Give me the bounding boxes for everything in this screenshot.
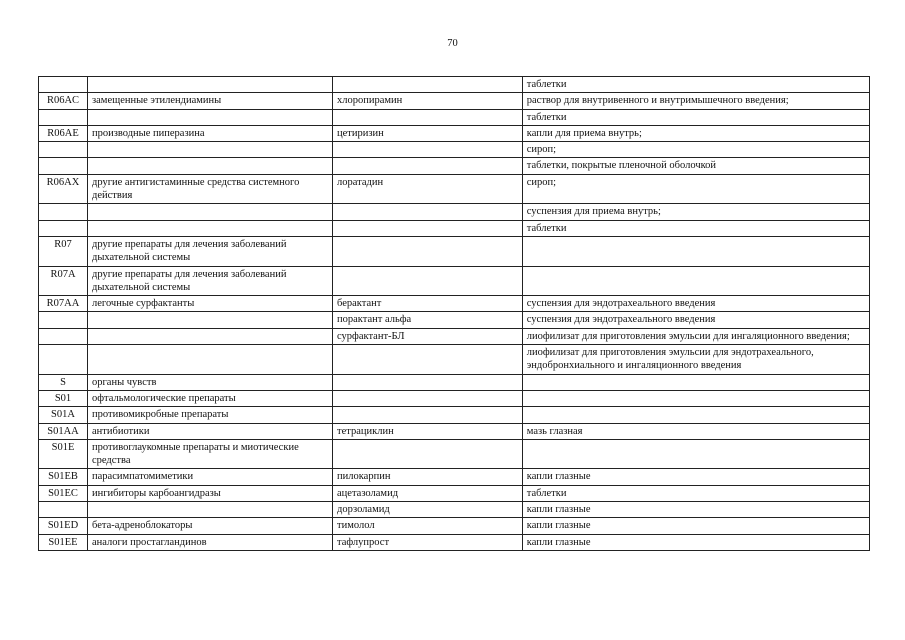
inn-cell <box>333 220 523 236</box>
dosage-form-cell: лиофилизат для приготовления эмульсии для эндотрахеального, эндобронхиального и ингаляционного введения <box>522 345 869 375</box>
inn-cell <box>333 374 523 390</box>
dosage-form-cell: раствор для внутривенного и внутримышечного введения; <box>522 93 869 109</box>
dosage-form-cell: таблетки, покрытые пленочной оболочкой <box>522 158 869 174</box>
dosage-form-cell: суспензия для эндотрахеального введения <box>522 296 869 312</box>
inn-cell <box>333 77 523 93</box>
code-cell <box>39 312 88 328</box>
table-row <box>39 142 870 158</box>
group-name-cell: ингибиторы карбоангидразы <box>88 485 333 501</box>
dosage-form-cell <box>522 407 869 423</box>
inn-cell: тимолол <box>333 518 523 534</box>
table-row <box>39 266 870 296</box>
dosage-form-cell: капли для приема внутрь; <box>522 125 869 141</box>
inn-cell: лоратадин <box>333 174 523 204</box>
table-row <box>39 204 870 220</box>
table-row <box>39 220 870 236</box>
dosage-form-cell: мазь глазная <box>522 423 869 439</box>
table-row <box>39 407 870 423</box>
dosage-form-cell: капли глазные <box>522 502 869 518</box>
table-row <box>39 345 870 375</box>
group-name-cell <box>88 109 333 125</box>
dosage-form-cell: лиофилизат для приготовления эмульсии для ингаляционного введения; <box>522 328 869 344</box>
group-name-cell <box>88 158 333 174</box>
code-cell: S <box>39 374 88 390</box>
dosage-form-cell: таблетки <box>522 109 869 125</box>
group-name-cell <box>88 204 333 220</box>
code-cell <box>39 109 88 125</box>
dosage-form-cell: таблетки <box>522 485 869 501</box>
group-name-cell: замещенные этилендиамины <box>88 93 333 109</box>
table-row <box>39 312 870 328</box>
inn-cell <box>333 407 523 423</box>
dosage-form-cell: таблетки <box>522 77 869 93</box>
inn-cell <box>333 390 523 406</box>
inn-cell: порактант альфа <box>333 312 523 328</box>
group-name-cell: бета-адреноблокаторы <box>88 518 333 534</box>
table-row <box>39 109 870 125</box>
inn-cell: пилокарпин <box>333 469 523 485</box>
code-cell: R07A <box>39 266 88 296</box>
dosage-form-cell: таблетки <box>522 220 869 236</box>
group-name-cell: другие препараты для лечения заболеваний дыхательной системы <box>88 266 333 296</box>
group-name-cell: аналоги простагландинов <box>88 534 333 550</box>
group-name-cell: легочные сурфактанты <box>88 296 333 312</box>
inn-cell: берактант <box>333 296 523 312</box>
table-row <box>39 374 870 390</box>
group-name-cell <box>88 502 333 518</box>
group-name-cell: противоглаукомные препараты и миотические средства <box>88 439 333 469</box>
table-row <box>39 469 870 485</box>
code-cell <box>39 328 88 344</box>
dosage-form-cell: капли глазные <box>522 534 869 550</box>
table-body <box>39 77 870 551</box>
dosage-form-cell: суспензия для эндотрахеального введения <box>522 312 869 328</box>
code-cell <box>39 77 88 93</box>
group-name-cell: противомикробные препараты <box>88 407 333 423</box>
code-cell: S01 <box>39 390 88 406</box>
code-cell <box>39 502 88 518</box>
page-number: 70 <box>447 38 458 49</box>
drug-classification-table <box>38 76 870 551</box>
dosage-form-cell <box>522 266 869 296</box>
group-name-cell <box>88 220 333 236</box>
group-name-cell <box>88 142 333 158</box>
dosage-form-cell <box>522 236 869 266</box>
table-row <box>39 93 870 109</box>
group-name-cell: органы чувств <box>88 374 333 390</box>
inn-cell <box>333 266 523 296</box>
table-row <box>39 390 870 406</box>
code-cell: S01A <box>39 407 88 423</box>
inn-cell: тафлупрост <box>333 534 523 550</box>
inn-cell <box>333 158 523 174</box>
group-name-cell: офтальмологические препараты <box>88 390 333 406</box>
table-row <box>39 423 870 439</box>
code-cell: R06AX <box>39 174 88 204</box>
table-row <box>39 296 870 312</box>
table-row <box>39 485 870 501</box>
group-name-cell: антибиотики <box>88 423 333 439</box>
dosage-form-cell: капли глазные <box>522 469 869 485</box>
group-name-cell <box>88 328 333 344</box>
inn-cell <box>333 204 523 220</box>
table-row <box>39 534 870 550</box>
code-cell: S01EE <box>39 534 88 550</box>
code-cell: S01EB <box>39 469 88 485</box>
code-cell <box>39 142 88 158</box>
table-row <box>39 125 870 141</box>
dosage-form-cell <box>522 390 869 406</box>
code-cell <box>39 204 88 220</box>
dosage-form-cell <box>522 374 869 390</box>
group-name-cell: парасимпатомиметики <box>88 469 333 485</box>
group-name-cell: производные пиперазина <box>88 125 333 141</box>
dosage-form-cell: сироп; <box>522 142 869 158</box>
code-cell: S01E <box>39 439 88 469</box>
table-row <box>39 439 870 469</box>
inn-cell: дорзоламид <box>333 502 523 518</box>
table-row <box>39 502 870 518</box>
dosage-form-cell <box>522 439 869 469</box>
dosage-form-cell: капли глазные <box>522 518 869 534</box>
inn-cell: хлоропирамин <box>333 93 523 109</box>
group-name-cell <box>88 312 333 328</box>
inn-cell <box>333 439 523 469</box>
group-name-cell <box>88 77 333 93</box>
group-name-cell <box>88 345 333 375</box>
code-cell: R06AE <box>39 125 88 141</box>
table-row <box>39 328 870 344</box>
dosage-form-cell: сироп; <box>522 174 869 204</box>
inn-cell <box>333 142 523 158</box>
table-row <box>39 236 870 266</box>
inn-cell <box>333 236 523 266</box>
inn-cell: ацетазоламид <box>333 485 523 501</box>
group-name-cell: другие препараты для лечения заболеваний дыхательной системы <box>88 236 333 266</box>
code-cell: S01ED <box>39 518 88 534</box>
code-cell <box>39 220 88 236</box>
inn-cell: цетиризин <box>333 125 523 141</box>
code-cell <box>39 158 88 174</box>
code-cell: S01AA <box>39 423 88 439</box>
table-row <box>39 518 870 534</box>
inn-cell: тетрациклин <box>333 423 523 439</box>
inn-cell <box>333 345 523 375</box>
code-cell: R06AC <box>39 93 88 109</box>
dosage-form-cell: суспензия для приема внутрь; <box>522 204 869 220</box>
code-cell: R07AA <box>39 296 88 312</box>
code-cell: S01EC <box>39 485 88 501</box>
code-cell <box>39 345 88 375</box>
table-row <box>39 174 870 204</box>
code-cell: R07 <box>39 236 88 266</box>
inn-cell <box>333 109 523 125</box>
inn-cell: сурфактант-БЛ <box>333 328 523 344</box>
table-row <box>39 158 870 174</box>
table-row <box>39 77 870 93</box>
group-name-cell: другие антигистаминные средства системного действия <box>88 174 333 204</box>
